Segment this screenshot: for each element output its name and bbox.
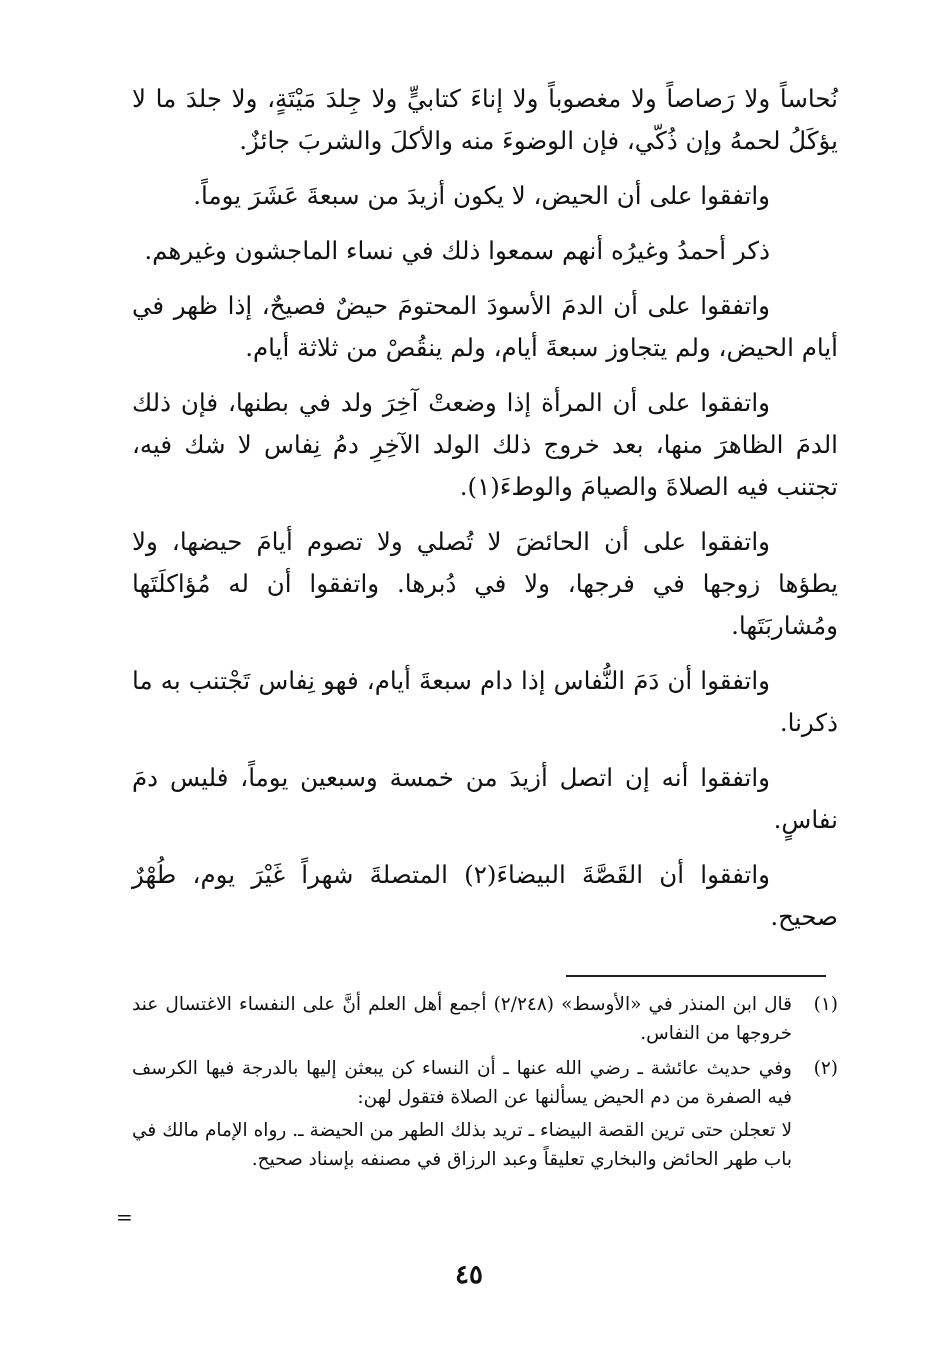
paragraph: واتفقوا أن دَمَ النُّفاس إذا دام سبعةَ أيام، فهو نِفاس تَجْتنب به ما ذكرنا. [132, 666, 838, 737]
continuation-mark: = [116, 1205, 133, 1229]
footnote-line: لا تعجلن حتى ترين القصة البيضاء ـ تريد بذلك الطهر من الحيضة ـ. رواه الإمام مالك في باب طهر الحائض والبخاري تعليقاً وعبد الرزاق في مصنفه بإسناد صحيح. [132, 1120, 792, 1170]
paragraph: واتفقوا على أن الحائضَ لا تُصلي ولا تصوم أيامَ حيضها، ولا يطؤها زوجها في فرجها، ولا في دُبرها. واتفقوا أن له مُؤاكلَتَها ومُشاربَتَها. [132, 527, 838, 640]
footnote-number: (١) [813, 994, 838, 1015]
footnote-divider [566, 975, 826, 977]
footnote [132, 990, 838, 1048]
paragraph: واتفقوا على أن الحيض، لا يكون أزيدَ من سبعةَ عَشَرَ يوماً. [193, 181, 770, 210]
paragraph: واتفقوا على أن الدمَ الأسودَ المحتومَ حيضٌ فصيحٌ، إذا ظهر في أيام الحيض، ولم يتجاوز سبعةَ أيام، ولم ينقُصْ من ثلاثة أيام. [132, 291, 838, 362]
paragraph: واتفقوا على أن المرأة إذا وضعتْ آخِرَ ولد في بطنها، فإن ذلك الدمَ الظاهرَ منها، بعد خروج ذلك الولد الآخِرِ دمُ نِفاس لا شك فيه، تجتنب فيه الصلاةَ والصيامَ والوطءَ(١). [132, 388, 838, 501]
footnote-line: قال ابن المنذر في «الأوسط» (٢/٢٤٨) أجمع أهل العلم أنَّ على النفساء الاغتسال عند خروجها من النفاس. [132, 994, 793, 1044]
footnote [132, 1054, 838, 1174]
footnotes [132, 990, 838, 1180]
paragraph: ذكر أحمدُ وغيرُه أنهم سمعوا ذلك في نساء الماجشون وغيرهم. [144, 236, 770, 265]
footnote-number: (٢) [813, 1058, 838, 1079]
footnote-text [132, 1054, 792, 1174]
footnote-text [132, 990, 792, 1048]
main-text [132, 78, 838, 951]
footnote-line: وفي حديث عائشة ـ رضي الله عنها ـ أن النساء كن يبعثن إليها بالدرجة فيها الكرسف فيه الصفرة من دم الحيض يسألنها عن الصلاة فتقول لهن: [132, 1058, 792, 1108]
paragraph: واتفقوا أن القَصَّةَ البيضاءَ(٢) المتصلةَ شهراً غَيْرَ يوم، طُهْرٌ صحيح. [132, 860, 838, 931]
paragraph: واتفقوا أنه إن اتصل أزيدَ من خمسة وسبعين يوماً، فليس دمَ نفاسٍ. [132, 763, 838, 834]
page-number: ٤٥ [455, 1260, 483, 1290]
paragraph: نُحاساً ولا رَصاصاً ولا مغصوباً ولا إناءَ كتابيٍّ ولا جِلدَ مَيْتَةٍ، ولا جلدَ ما لا يؤكَلُ لحمهُ وإن ذُكّي، فإن الوضوءَ منه والأكلَ والشربَ جائزٌ. [132, 84, 838, 155]
